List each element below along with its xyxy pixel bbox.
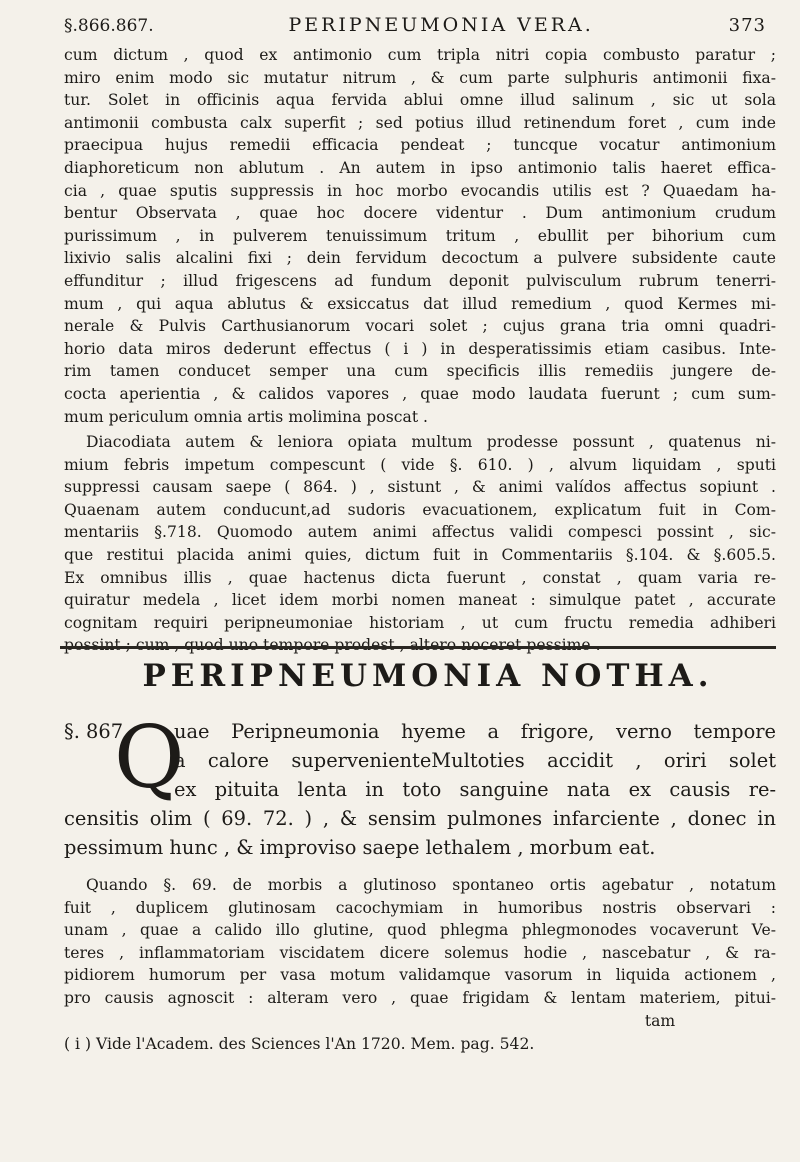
text-line: uae Peripneumonia hyeme a frigore, verno tempore: [174, 720, 776, 743]
text-line: pidiorem humorum per vasa motum validamque vasorum in liquida actionem ,: [64, 966, 776, 985]
running-header: [64, 14, 766, 44]
text-line: horio data miros dederunt effectus ( i ) in desperatissimis etiam casibus. Inte-: [64, 339, 776, 358]
text-line: tur. Solet in officinis aqua fervida ablui omne illud salinum , sic ut sola: [64, 91, 776, 110]
text-line: mentariis §.718. Quomodo autem animi affectus validi compesci possint , sic-: [64, 523, 776, 542]
text-line: a calore supervenienteMultoties accidit , oriri solet: [174, 749, 776, 772]
section-divider: [60, 646, 776, 649]
text-line: antimonii combusta calx superfit ; sed potius illud retinendum foret , cum inde: [64, 113, 776, 132]
text-line: Quaenam autem conducunt,ad sudoris evacuationem, explicatum fuit in Com-: [64, 500, 776, 519]
text-line: lixivio salis alcalini fixi ; dein fervidum decoctum a pulvere subsidente caute: [64, 249, 776, 268]
text-line: ex pituita lenta in toto sanguine nata ex causis re-: [174, 778, 776, 801]
text-line: fuit , duplicem glutinosam cacochymiam in humoribus nostris observari :: [64, 898, 776, 917]
text-line: rim tamen conducet semper una cum specificis illis remediis jungere de-: [64, 362, 776, 381]
text-line: effunditur ; illud frigescens ad fundum deponit pulvisculum rubrum tenerri-: [64, 271, 776, 290]
text-line: Ex omnibus illis , quae hactenus dicta fuerunt , constat , quam varia re-: [64, 568, 776, 587]
paragraph-1: [64, 44, 776, 428]
text-line: Quando §. 69. de morbis a glutinoso spontaneo ortis agebatur , notatum: [86, 876, 776, 894]
text-line: Diacodiata autem & leniora opiata multum prodesse possunt , quatenus ni-: [86, 433, 776, 451]
text-line: cognitam requiri peripneumoniae historiam , ut cum fructu remedia adhiberi: [64, 613, 776, 632]
text-line: mium febris impetum compescunt ( vide §. 610. ) , alvum liquidam , sputi: [64, 455, 776, 474]
text-line: suppressi causam saepe ( 864. ) , sistunt , & animi valídos affectus sopiunt .: [64, 478, 776, 497]
header-title: PERIPNEUMONIA VERA.: [288, 14, 594, 36]
footnote: [64, 1033, 776, 1056]
paragraph-4: [64, 874, 776, 1032]
text-line: purissimum , in pulverem tenuissimum tritum , ebullit per bihorium cum: [64, 226, 776, 245]
text-line: mum periculum omnia artis molimina poscat .: [64, 407, 429, 426]
text-line: cia , quae sputis suppressis in hoc morbo evocandis utilis est ? Quaedam ha-: [64, 181, 776, 200]
text-line: praecipua hujus remedii efficacia pendeat ; tuncque vocatur antimonium: [64, 136, 776, 155]
section-867-text: [64, 717, 776, 862]
page-number: 373: [728, 15, 766, 36]
paragraph-2: [64, 431, 776, 657]
drop-cap: Q: [114, 708, 185, 808]
text-line: diaphoreticum non ablutum . An autem in ipso antimonio talis haeret effica-: [64, 158, 776, 177]
text-line: tam: [644, 1011, 676, 1030]
text-line: pessimum hunc , & improviso saepe lethalem , morbum eat.: [64, 836, 656, 859]
text-line: quiratur medela , licet idem morbi nomen maneat : simulque patet , accurate: [64, 591, 776, 610]
header-section-ref: §.866.867.: [64, 16, 154, 36]
text-line: nerale & Pulvis Carthusianorum vocari solet ; cujus grana tria omni quadri-: [64, 317, 776, 336]
text-line: que restitui placida animi quies, dictum fuit in Commentariis §.104. & §.605.5.: [64, 545, 776, 564]
section-number: §. 867.: [64, 720, 130, 743]
text-line: pro causis agnoscit : alteram vero , quae frigidam & lentam materiem, pitui-: [64, 988, 776, 1007]
text-line: possint ; cum , quod uno tempore prodest , altero noceret pessime .: [64, 636, 601, 655]
chapter-heading: PERIPNEUMONIA NOTHA.: [142, 658, 714, 694]
text-line: cum dictum , quod ex antimonio cum tripla nitri copia combusto paratur ;: [64, 46, 776, 64]
text-line: mum , qui aqua ablutus & exsiccatus dat illud remedium , quod Kermes mi-: [64, 294, 776, 313]
text-line: miro enim modo sic mutatur nitrum , & cum parte sulphuris antimonii fixa-: [64, 68, 776, 87]
text-line: unam , quae a calido illo glutine, quod phlegma phlegmonodes vocaverunt Ve-: [64, 921, 776, 940]
text-line: bentur Observata , quae hoc docere videntur . Dum antimonium crudum: [64, 204, 776, 223]
text-line: cocta aperientia , & calidos vapores , quae modo laudata fuerunt ; cum sum-: [64, 384, 776, 403]
footnote-text: ( i ) Vide l'Academ. des Sciences l'An 1720. Mem. pag. 542.: [64, 1035, 535, 1053]
text-line: censitis olim ( 69. 72. ) , & sensim pulmones infarciente , donec in: [64, 807, 776, 830]
text-line: teres , inflammatoriam viscidatem dicere solemus hodie , nascebatur , & ra-: [64, 943, 776, 962]
